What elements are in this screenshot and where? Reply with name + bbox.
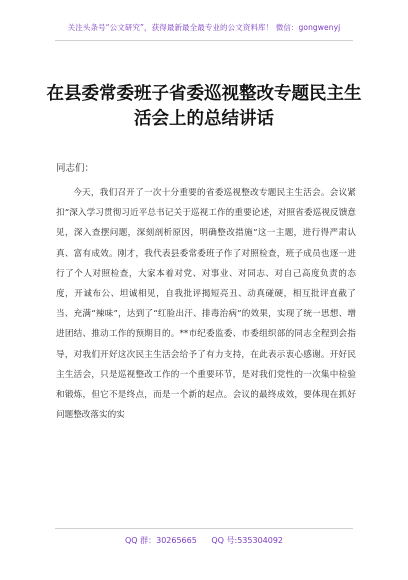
salutation: 同志们：	[56, 163, 95, 174]
footer-qq-group: QQ 群：30265665	[124, 536, 197, 545]
footer-divider	[55, 528, 353, 529]
footer	[0, 535, 408, 546]
header-banner: 关注头条号“公文研究”，获得最新最全最专业的公文资料库！ 微信：gongwenyj	[67, 23, 341, 32]
document-body	[56, 183, 356, 425]
header-divider	[55, 40, 353, 41]
footer-qq-number: QQ 号:535304092	[211, 536, 284, 545]
document-title: 在县委常委班子省委巡视整改专题民主生活会上的总结讲话	[46, 84, 362, 129]
body-paragraph: 今天，我们召开了一次十分重要的省委巡视整改专题民主生活会。会议紧扣“深入学习贯彻习近平总书记关于巡视工作的重要论述，对照省委巡视反馈意见，深入查摆问题，深刻剖析原因，明确整改措施”这一主题，进行得严肃认真、富有成效。刚才，我代表县委常委班子作了对照检查，班子成员也逐一进行了个人对照检查，大家本着对党、对事业、对同志、对自己高度负责的态度，开诚布公、坦诚相见，自我批评揭短亮丑、动真碰硬，相互批评直截了当、充满“辣味”，达到了“红脸出汗、排毒治病”的效果，实现了统一思想、增进团结、推动工作的预期目的。**市纪委监委、市委组织部的同志全程到会指导，对我们开好这次民主生活会给予了有力支持，在此表示衷心感谢。开好民主生活会，只是巡视整改工作的一个重要环节，是对我们党性的一次集中检验和锻炼，但它不是终点，而是一个新的起点。会议的最终成效，要体现在抓好问题整改落实的实	[56, 188, 356, 421]
